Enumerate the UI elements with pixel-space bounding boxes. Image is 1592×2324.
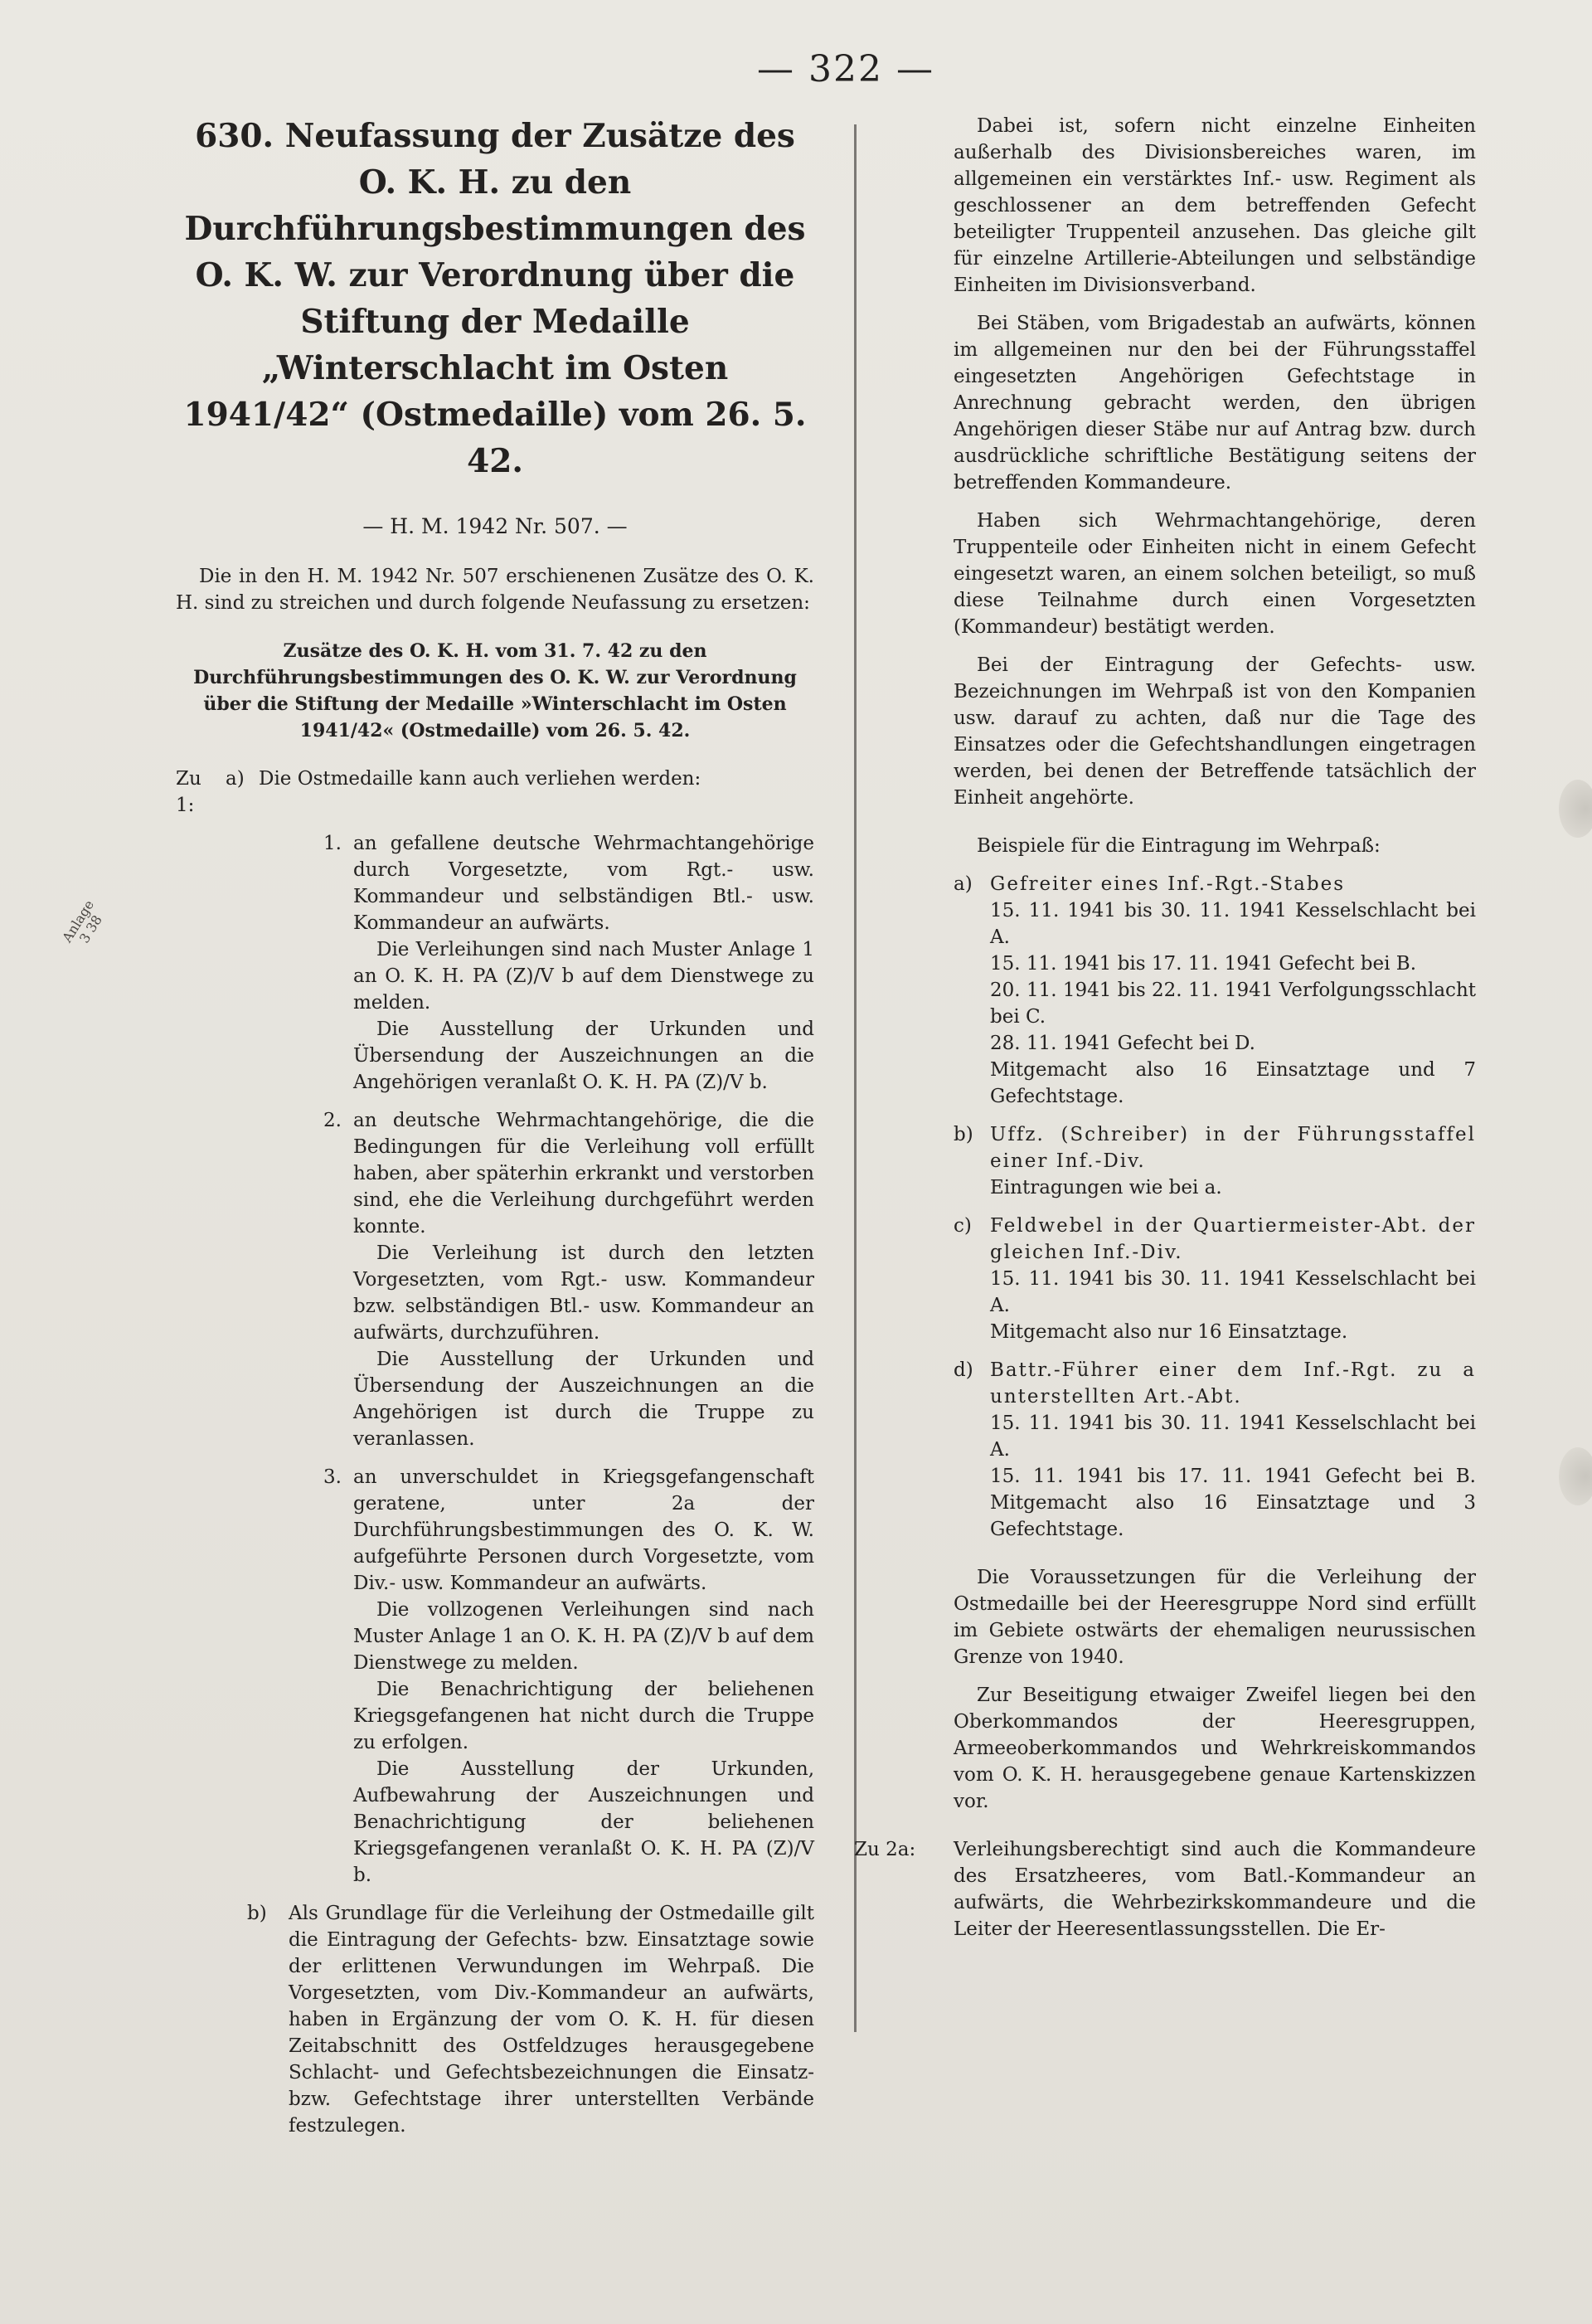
- closing-paragraph: Die Voraussetzungen für die Verleihung der Ostmedaille bei der Heeresgruppe Nord sind erfüllt im Gebiete ostwärts der ehemaligen neurussischen Grenze von 1940.: [954, 1567, 1476, 1668]
- subtitle: Zusätze des O. K. H. vom 31. 7. 42 zu den Durchführungsbestimmungen des O. K. W. zur Verordnung über die Stiftung der Medaille »Winterschlacht im Osten 1941/42« (Ostmedaille) vom 26. 5. 42.: [193, 640, 797, 741]
- right-column: [854, 113, 1476, 1942]
- punch-hole: [1559, 780, 1592, 838]
- examples-title: Beispiele für die Eintragung im Wehrpaß:: [977, 835, 1381, 857]
- zu2a-label: Zu 2a:: [854, 1839, 916, 1860]
- zu1-a: [176, 766, 814, 819]
- paragraph: Haben sich Wehrmachtangehörige, deren Truppenteile oder Einheiten nicht in einem Gefecht eingesetzt waren, an einem solchen beteiligt, so muß diese Teilnahme durch einen Vorgesetzten (Kommandeur) bestätigt werden.: [954, 510, 1476, 638]
- example-line: 15. 11. 1941 bis 30. 11. 1941 Kesselschlacht bei A.: [990, 1412, 1476, 1461]
- example-d: [954, 1357, 1476, 1543]
- item-paragraph: Die vollzogenen Verleihungen sind nach Muster Anlage 1 an O. K. H. PA (Z)/V b auf dem Dienstwege zu melden.: [353, 1599, 814, 1674]
- margin-stamp: Anlage 3 38: [59, 897, 105, 946]
- example-heading: Gefreiter eines Inf.-Rgt.-Stabes: [990, 873, 1346, 895]
- a-label: a): [226, 768, 245, 790]
- source-reference: — H. M. 1942 Nr. 507. —: [362, 514, 628, 538]
- list-item: [176, 830, 814, 1096]
- intro-paragraph: Die in den H. M. 1942 Nr. 507 erschienenen Zusätze des O. K. H. sind zu streichen und durch folgende Neufassung zu ersetzen:: [176, 566, 814, 614]
- example-line: 20. 11. 1941 bis 22. 11. 1941 Verfolgungsschlacht bei C.: [990, 980, 1476, 1028]
- item-paragraph: Die Ausstellung der Urkunden und Übersendung der Auszeichnungen an die Angehörigen ist durch die Truppe zu veranlassen.: [353, 1349, 814, 1450]
- column-divider: [854, 124, 857, 2032]
- item-number: 1.: [323, 833, 342, 854]
- item-paragraph: Die Ausstellung der Urkunden, Aufbewahrung der Auszeichnungen und Benachrichtigung der beliehenen Kriegsgefangenen veranlaßt O. K. H. PA (Z)/V b.: [353, 1758, 814, 1886]
- item-text: an unverschuldet in Kriegsgefangenschaft geratene, unter 2a der Durchführungsbestimmungen des O. K. W. aufgeführte Personen durch Vorgesetzte, vom Div.- usw. Kommandeur an aufwärts.: [353, 1466, 814, 1594]
- example-c: [954, 1213, 1476, 1345]
- example-heading: Uffz. (Schreiber) in der Führungsstaffel einer Inf.-Div.: [990, 1124, 1476, 1172]
- example-line: Eintragungen wie bei a.: [990, 1177, 1222, 1198]
- zu1-label: Zu 1:: [176, 768, 201, 816]
- item-text: an deutsche Wehrmachtangehörige, die die Bedingungen für die Verleihung voll erfüllt haben, aber späterhin erkrankt und verstorben sind, ehe die Verleihung durchgeführt werden konnte.: [353, 1110, 814, 1237]
- list-item: [176, 1107, 814, 1452]
- closing-paragraph: Zur Beseitigung etwaiger Zweifel liegen bei den Oberkommandos der Heeresgruppen, Armeeoberkommandos und Wehrkreiskommandos vom O. K. H. herausgegebene genaue Kartenskizzen vor.: [954, 1685, 1476, 1812]
- example-a: [954, 871, 1476, 1110]
- example-b: [954, 1121, 1476, 1201]
- example-label: c): [954, 1215, 972, 1237]
- example-line: Mitgemacht also 16 Einsatztage und 7 Gefechtstage.: [990, 1059, 1476, 1107]
- item-number: 2.: [323, 1110, 342, 1131]
- item-paragraph: Die Ausstellung der Urkunden und Übersendung der Auszeichnungen an die Angehörigen veranlaßt O. K. H. PA (Z)/V b.: [353, 1019, 814, 1093]
- example-label: a): [954, 873, 973, 895]
- paragraph: Dabei ist, sofern nicht einzelne Einheiten außerhalb des Divisionsbereiches waren, im allgemeinen ein verstärktes Inf.- usw. Regiment als geschlossener an dem betreffenden Gefecht beteiligter Truppenteil anzusehen. Das gleiche gilt für einzelne Artillerie-Abteilungen und selbständige Einheiten im Divisionsverband.: [954, 115, 1476, 296]
- example-line: 15. 11. 1941 bis 30. 11. 1941 Kesselschlacht bei A.: [990, 1268, 1476, 1316]
- example-line: Mitgemacht also nur 16 Einsatztage.: [990, 1321, 1348, 1343]
- page-number: — 322 —: [757, 48, 934, 90]
- paragraph: Bei Stäben, vom Brigadestab an aufwärts, können im allgemeinen nur den bei der Führungsstaffel eingesetzten Angehörigen Gefechtstage in Anrechnung gebracht werden, den übrigen Angehörigen dieser Stäbe nur auf Antrag bzw. durch ausdrückliche schriftliche Bestätigung seitens der betreffenden Kommandeure.: [954, 313, 1476, 493]
- example-label: b): [954, 1124, 973, 1145]
- list-item: [176, 1464, 814, 1889]
- a-text: Die Ostmedaille kann auch verliehen werden:: [259, 768, 701, 790]
- item-paragraph: Die Verleihungen sind nach Muster Anlage 1 an O. K. H. PA (Z)/V b auf dem Dienstwege zu melden.: [353, 939, 814, 1014]
- section-title: 630. Neufassung der Zusätze des O. K. H. zu den Durchführungsbestimmungen des O. K. W. zur Verordnung über die Stiftung der Medaille „Winterschlacht im Osten 1941/42“ (Ostmedaille) vom 26. 5. 42.: [183, 117, 807, 480]
- example-label: d): [954, 1359, 973, 1381]
- item-paragraph: Die Verleihung ist durch den letzten Vorgesetzten, vom Rgt.- usw. Kommandeur bzw. selbständigen Btl.- usw. Kommandeur an aufwärts, durchzuführen.: [353, 1242, 814, 1344]
- example-line: 15. 11. 1941 bis 30. 11. 1941 Kesselschlacht bei A.: [990, 900, 1476, 948]
- example-line: 15. 11. 1941 bis 17. 11. 1941 Gefecht bei B.: [990, 953, 1417, 975]
- example-line: 15. 11. 1941 bis 17. 11. 1941 Gefecht bei B. Mitgemacht also 16 Einsatztage und 3 Gefechtstage.: [990, 1466, 1476, 1540]
- item-paragraph: Die Benachrichtigung der beliehenen Kriegsgefangenen hat nicht durch die Truppe zu erfolgen.: [353, 1679, 814, 1753]
- example-heading: Battr.-Führer einer dem Inf.-Rgt. zu a unterstellten Art.-Abt.: [990, 1359, 1476, 1408]
- item-number: 3.: [323, 1466, 342, 1488]
- example-line: 28. 11. 1941 Gefecht bei D.: [990, 1033, 1255, 1054]
- item-text: an gefallene deutsche Wehrmachtangehörige durch Vorgesetzte, vom Rgt.- usw. Kommandeur und selbständigen Btl.- usw. Kommandeur an aufwärts.: [353, 833, 814, 934]
- zu1-b: [176, 1900, 814, 2139]
- paragraph: Bei der Eintragung der Gefechts- usw. Bezeichnungen im Wehrpaß ist von den Kompanien usw. darauf zu achten, daß nur die Tage des Einsatzes oder die Gefechtshandlungen eingetragen werden, bei denen der Betreffende tatsächlich der Einheit angehörte.: [954, 654, 1476, 809]
- example-heading: Feldwebel in der Quartiermeister-Abt. der gleichen Inf.-Div.: [990, 1215, 1476, 1263]
- zu2a-text: Verleihungsberechtigt sind auch die Kommandeure des Ersatzheeres, vom Batl.-Kommandeur an aufwärts, die Wehrbezirkskommandeure und die Leiter der Heeresentlassungsstellen. Die Er-: [954, 1839, 1476, 1940]
- b-text: Als Grundlage für die Verleihung der Ostmedaille gilt die Eintragung der Gefechts- bzw. Einsatztage sowie der erlittenen Verwundungen im Wehrpaß. Die Vorgesetzten, vom Div.-Kommandeur an aufwärts, haben in Ergänzung der vom O. K. H. für diesen Zeitabschnitt des Ostfeldzuges herausgegebene Schlacht- und Gefechtsbezeichnungen die Einsatz- bzw. Gefechtstage ihrer unterstellten Verbände festzulegen.: [289, 1903, 814, 2137]
- punch-hole: [1559, 1447, 1592, 1505]
- zu2a: [854, 1836, 1476, 1942]
- b-label: b): [247, 1903, 267, 1924]
- left-column: [176, 113, 814, 2139]
